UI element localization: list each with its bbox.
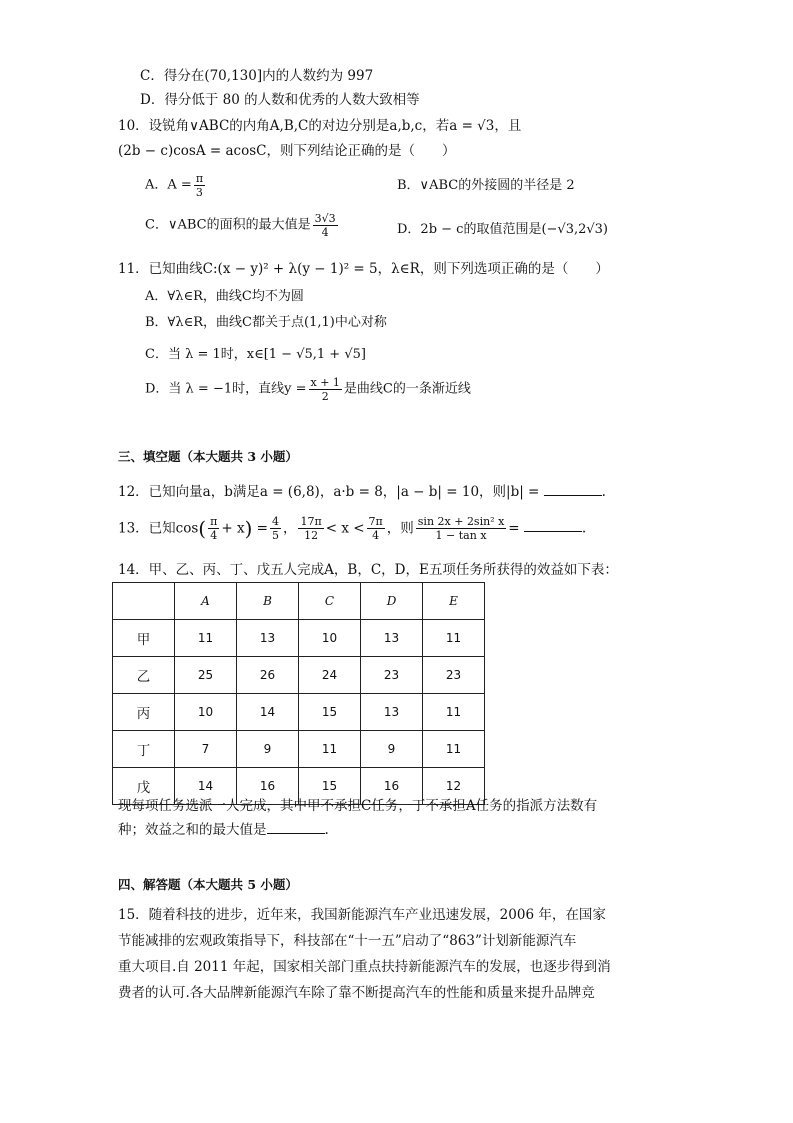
fraction-denominator: 4 <box>372 529 380 542</box>
q12-stem <box>118 482 606 502</box>
fraction-denominator: 2 <box>321 390 329 403</box>
column-header: C <box>299 583 361 620</box>
table-cell: 14 <box>237 694 299 731</box>
q11-option-b: B．∀λ∈R，曲线C都关于点(1,1)中心对称 <box>145 315 387 330</box>
fraction-denominator: 3 <box>195 186 203 199</box>
q15-paragraph <box>118 902 678 1006</box>
q15-line: 重大项目.自 2011 年起，国家相关部门重点扶持新能源汽车的发展，也逐步得到消 <box>118 959 611 975</box>
fraction-numerator: π <box>195 172 204 185</box>
table-cell: 26 <box>237 657 299 694</box>
answer-blank <box>544 483 602 496</box>
table-corner-cell <box>113 583 175 620</box>
section-4-title: 四、解答题（本大题共 5 小题） <box>118 877 298 892</box>
table-cell: 11 <box>299 731 361 768</box>
q13-tail: = <box>508 520 520 537</box>
fraction-denominator: 4 <box>210 529 218 542</box>
fraction-denominator: 5 <box>271 529 279 542</box>
q10-stem-line1: 10．设锐角∨ABC的内角A,B,C的对边分别是a,b,c，若a = √3，且 <box>118 118 522 134</box>
table-cell: 10 <box>175 694 237 731</box>
fraction-numerator: sin 2x + 2sin² x <box>417 515 505 528</box>
row-header: 丁 <box>113 731 175 768</box>
table-cell: 7 <box>175 731 237 768</box>
q13-four-fifths <box>270 515 281 542</box>
q13-cond-mid: < x < <box>325 520 365 537</box>
column-header: B <box>237 583 299 620</box>
q11-option-a: A．∀λ∈R，曲线C均不为圆 <box>145 289 304 304</box>
table-header-row <box>113 583 485 620</box>
q14-after-line1: 现每项任务选派一人完成，其中甲不承担C任务，丁不承担A任务的指派方法数有 <box>118 798 598 814</box>
q13-pi-over-4 <box>208 515 219 542</box>
q15-line: 费者的认可.各大品牌新能源汽车除了靠不断提高汽车的性能和质量来提升品牌竞 <box>118 985 595 1001</box>
column-header: A <box>175 583 237 620</box>
q9-option-d: D．得分低于 80 的人数和优秀的人数大致相等 <box>140 92 420 108</box>
q13-then: ，则 <box>386 520 414 537</box>
benefit-table <box>112 582 485 805</box>
fraction-numerator: π <box>210 515 218 528</box>
answer-blank <box>267 821 325 834</box>
q15-line: 节能减排的宏观政策指导下，科技部在“十一五”启动了“863”计划新能源汽车 <box>118 933 577 949</box>
row-header: 丙 <box>113 694 175 731</box>
table-cell: 16 <box>361 768 423 805</box>
fraction-denominator: 4 <box>321 226 329 239</box>
answer-blank <box>524 519 582 532</box>
q11-option-c: C．当 λ = 1时，x∈[1 − √5,1 + √5] <box>145 347 366 362</box>
q10-option-b: B．∨ABC的外接圆的半径是 2 <box>397 178 575 193</box>
q10-option-d: D．2b − c的取值范围是(−√3,2√3) <box>397 222 609 237</box>
q10-option-a-prefix: A．A = <box>145 177 192 193</box>
q9-option-c: C．得分在(70,130]内的人数约为 997 <box>140 68 374 84</box>
fraction-denominator: 1 − tan x <box>435 529 487 542</box>
q11-option-d-prefix: D．当 λ = −1时，直线y = <box>145 381 307 397</box>
section-3-title: 三、填空题（本大题共 3 小题） <box>118 449 298 464</box>
table-cell: 9 <box>237 731 299 768</box>
fraction-numerator: 17π <box>300 515 322 528</box>
q13-prefix: 13．已知cos <box>118 520 199 537</box>
q11-option-d-suffix: 是曲线C的一条渐近线 <box>343 381 471 397</box>
table-cell: 10 <box>299 620 361 657</box>
q14-after-end: . <box>324 822 329 838</box>
q13-end: . <box>581 520 587 537</box>
row-header: 乙 <box>113 657 175 694</box>
q12-text: 12．已知向量a，b满足a = (6,8)，a·b = 8，|a − b| = 10，则|b| = <box>118 484 540 500</box>
fraction-denominator: 12 <box>304 529 319 542</box>
table-cell: 16 <box>237 768 299 805</box>
row-header: 戊 <box>113 768 175 805</box>
table-cell: 15 <box>299 694 361 731</box>
q10-option-c <box>145 212 340 239</box>
q10-option-a <box>145 172 207 199</box>
table-cell: 13 <box>237 620 299 657</box>
q15-line: 15．随着科技的进步，近年来，我国新能源汽车产业迅速发展，2006 年，在国家 <box>118 907 606 923</box>
table-row <box>113 657 485 694</box>
table-cell: 11 <box>175 620 237 657</box>
fraction-numerator: 3√3 <box>314 212 336 225</box>
column-header: D <box>361 583 423 620</box>
q10-option-c-prefix: C．∨ABC的面积的最大值是 <box>145 217 311 233</box>
fraction-numerator: 7π <box>368 515 383 528</box>
q11-stem: 11．已知曲线C:(x − y)² + λ(y − 1)² = 5，λ∈R，则下列选项正确的是（ ） <box>118 261 609 277</box>
row-header: 甲 <box>113 620 175 657</box>
table-cell: 9 <box>361 731 423 768</box>
table-cell: 13 <box>361 694 423 731</box>
q13-stem: 13．已知cos( $\frac{\pi}{4}$ + x) = $\frac{4}{5}$ ， $\frac{17\pi}{12}$ < x < $\frac{7\pi}{4}$ ，则 $\frac{\text{sin 2x + 2sin² x}}{\text{1 − tan x}}$ = . <box>118 515 587 542</box>
q13-expression <box>416 515 507 542</box>
q12-end: . <box>601 484 606 500</box>
q14-stem: 14．甲、乙、丙、丁、戊五人完成A，B，C，D，E五项任务所获得的效益如下表： <box>118 562 618 578</box>
q11-option-d <box>145 376 471 403</box>
table-row <box>113 620 485 657</box>
q13-paren-tail: + x <box>221 520 245 537</box>
q13-eq: = <box>256 520 268 537</box>
table-cell: 25 <box>175 657 237 694</box>
table-cell: 24 <box>299 657 361 694</box>
q10-stem-line2: (2b − c)cosA = acosC，则下列结论正确的是（ ） <box>118 143 456 159</box>
q13-upper-bound <box>367 515 385 542</box>
q10-option-a-fraction <box>194 172 205 199</box>
table-cell: 11 <box>423 731 485 768</box>
q11-option-d-fraction <box>309 376 342 403</box>
fraction-numerator: 4 <box>271 515 279 528</box>
table-cell: 13 <box>361 620 423 657</box>
table-row <box>113 694 485 731</box>
column-header: E <box>423 583 485 620</box>
table-row <box>113 731 485 768</box>
table-cell: 14 <box>175 768 237 805</box>
table-cell: 11 <box>423 694 485 731</box>
fraction-numerator: x + 1 <box>310 376 340 389</box>
q14-after-text: 种；效益之和的最大值是 <box>118 822 267 838</box>
table-cell: 23 <box>423 657 485 694</box>
table-cell: 11 <box>423 620 485 657</box>
table-cell: 12 <box>423 768 485 805</box>
q14-after-line2 <box>118 820 329 840</box>
right-paren: ) <box>244 516 253 541</box>
table-cell: 23 <box>361 657 423 694</box>
q13-lower-bound <box>298 515 323 542</box>
table-cell: 15 <box>299 768 361 805</box>
left-paren: ( <box>198 516 207 541</box>
q10-option-c-fraction <box>313 212 338 239</box>
